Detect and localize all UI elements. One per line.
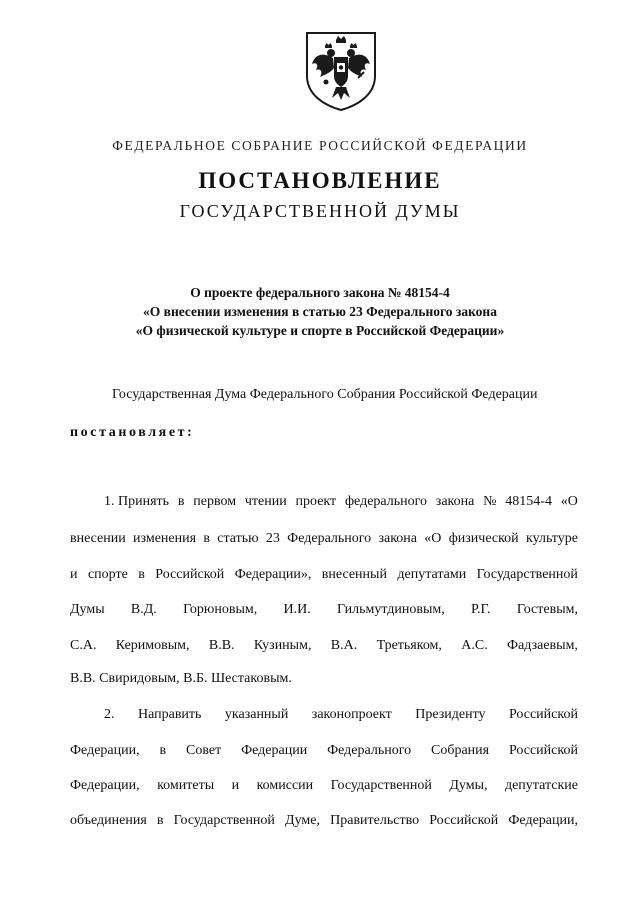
word: «О [560,494,578,509]
document-type-title: ПОСТАНОВЛЕНИЕ [198,168,442,193]
word: в [159,743,167,758]
word: Федерального [287,531,372,546]
word: Федерации, [70,743,140,758]
word: 23 [265,531,280,546]
word: внесенный [321,567,387,582]
word: Гостевым, [516,602,578,617]
word: «О [424,531,442,546]
word: закона [435,494,475,509]
word: Думе, [285,813,320,828]
word: Горюновым, [183,602,258,617]
word: 1. Принять [104,494,170,509]
word: С.А. [70,638,97,653]
subject-line: «О внесении изменения в статью 23 Федерального закона [143,304,497,319]
word: указанный [224,707,289,722]
word: объединения [70,813,147,828]
word: и [231,778,240,793]
word: депутатские [504,778,578,793]
word: и [70,567,78,582]
organization-heading: ФЕДЕРАЛЬНОЕ СОБРАНИЕ РОССИЙСКОЙ ФЕДЕРАЦИИ [112,138,528,153]
word: Собрания [430,743,490,758]
word: в [203,531,210,546]
word: Правительство [330,813,420,828]
word: законопроект [311,707,392,722]
word: чтении [244,494,287,509]
item-2-line [70,776,578,796]
word: Российской [508,707,578,722]
document-issuer-subtitle: ГОСУДАРСТВЕННОЙ ДУМЫ [179,201,461,221]
word: культуре [525,531,578,546]
item-1-line [70,600,578,620]
word: Фадзаевым, [507,638,578,653]
word: В.А. [330,638,358,653]
word: изменения [133,531,197,546]
word: Российской [155,567,225,582]
word: А.С. [461,638,488,653]
word: Направить [137,707,202,722]
word: Р.Г. [471,602,491,617]
word: 48154-4 [505,494,552,509]
word: Думы [70,602,105,617]
subject-line: О проекте федерального закона № 48154-4 [190,285,450,300]
word: 2. [104,707,115,722]
word: в [177,494,185,509]
word: закона [378,531,417,546]
item-1-line [70,636,578,656]
word: Совет [186,743,222,758]
word: в [138,567,145,582]
item-1-line [70,565,578,585]
word: Гильмутдиновым, [337,602,445,617]
word: Государственной [173,813,275,828]
state-emblem-icon [303,30,379,112]
word: комиссии [256,778,314,793]
decree-word: постановляет: [70,425,195,440]
word: Российской [508,743,578,758]
word: комитеты [157,778,215,793]
item-2-line [70,811,578,831]
word: внесении [70,531,126,546]
word: В.В. [208,638,235,653]
preamble-text: Государственная Дума Федерального Собрания Российской Федерации [112,387,538,402]
word: Российской [429,813,499,828]
word: проект [295,494,337,509]
word: Третьяком, [376,638,442,653]
word: федерального [344,494,427,509]
word: Федерального [327,743,412,758]
word: первом [193,494,237,509]
word: Думы, [449,778,488,793]
item-2-line [70,741,578,761]
word: депутатами [397,567,467,582]
item-1-line: В.В. Свиридовым, В.Б. Шестаковым. [70,671,292,686]
word: И.И. [283,602,311,617]
word: Федерации, [508,813,578,828]
word: Федерации, [70,778,140,793]
item-1-line [70,529,578,549]
word: Кузиным, [253,638,312,653]
word: В.Д. [130,602,157,617]
word: Президенту [415,707,486,722]
item-1-line [104,492,578,512]
word: Государственной [330,778,432,793]
word: Федерации [241,743,308,758]
document-subject [0,283,640,340]
subject-line: «О физической культуре и спорте в Российской Федерации» [135,323,505,338]
word: Керимовым, [115,638,190,653]
word: № [483,494,497,509]
word: Федерации», [234,567,312,582]
word: статью [217,531,259,546]
item-2-line [104,705,578,725]
word: физической [448,531,519,546]
word: в [156,813,164,828]
word: спорте [87,567,128,582]
word: Государственной [476,567,578,582]
